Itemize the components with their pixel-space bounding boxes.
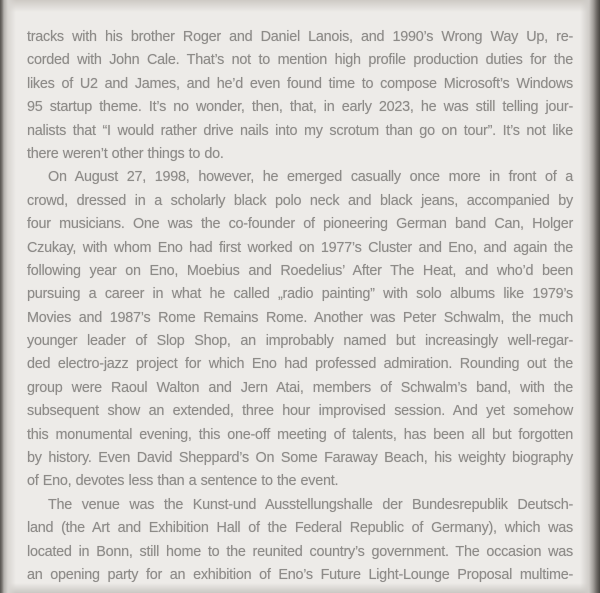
- text-line: 95 startup theme. It’s no wonder, then, that, in early 2023, he was still telling jour-: [27, 99, 573, 116]
- text-line: four musicians. One was the co-founder of pioneering German band Can, Holger: [27, 216, 573, 233]
- text-line: On August 27, 1998, however, he emerged casually once more in front of a: [48, 169, 573, 186]
- text-block: [27, 26, 573, 587]
- text-line: subsequent show an extended, three hour improvised session. And yet somehow: [27, 403, 573, 420]
- text-line: likes of U2 and James, and he’d even found time to compose Microsoft’s Windows: [27, 75, 573, 92]
- text-line: The venue was the Kunst-und Ausstellungshalle der Bundesrepublik Deutsch-: [48, 496, 573, 513]
- text-line: land (the Art and Exhibition Hall of the Federal Republic of Germany), which was: [27, 520, 573, 537]
- scan-edge-top: [0, 0, 600, 12]
- text-line: following year on Eno, Moebius and Roedelius’ After The Heat, and who’d been: [27, 262, 573, 279]
- scan-edge-left: [0, 0, 16, 593]
- text-line: ded electro-jazz project for which Eno had professed admiration. Rounding out the: [27, 356, 573, 373]
- scan-edge-bottom: [0, 583, 600, 593]
- text-line: there weren’t other things to do.: [27, 145, 224, 162]
- text-line: tracks with his brother Roger and Daniel Lanois, and 1990’s Wrong Way Up, re-: [27, 29, 573, 45]
- text-line: an opening party for an exhibition of Eno’s Future Light-Lounge Proposal multime-: [27, 566, 573, 583]
- text-line: pursuing a career in what he called „radio painting” with solo albums like 1979’s: [27, 286, 573, 303]
- text-line: of Eno, devotes less than a sentence to the event.: [27, 473, 339, 490]
- text-line: by history. Even David Sheppard’s On Some Faraway Beach, his weighty biography: [27, 450, 573, 467]
- text-line: located in Bonn, still home to the reunited country’s government. The occasion was: [27, 543, 573, 560]
- text-line: crowd, dressed in a scholarly black polo neck and black jeans, accompanied by: [27, 192, 573, 209]
- text-line: nalists that “I would rather drive nails into my scrotum than go on tour”. It’s not like: [27, 122, 573, 139]
- text-line: Czukay, with whom Eno had first worked on 1977’s Cluster and Eno, and again the: [27, 239, 573, 256]
- text-line: corded with John Cale. That’s not to mention high profile production duties for the: [27, 52, 573, 69]
- text-line: this monumental evening, this one-off meeting of talents, has been all but forgotten: [27, 426, 573, 443]
- text-line: younger leader of Slop Shop, an improbably named but increasingly well-regar-: [27, 333, 573, 350]
- text-line: group were Raoul Walton and Jern Atai, members of Schwalm’s band, with the: [27, 379, 573, 396]
- scan-edge-right: [580, 0, 600, 593]
- text-line: Movies and 1987’s Rome Remains Rome. Another was Peter Schwalm, the much: [27, 309, 573, 326]
